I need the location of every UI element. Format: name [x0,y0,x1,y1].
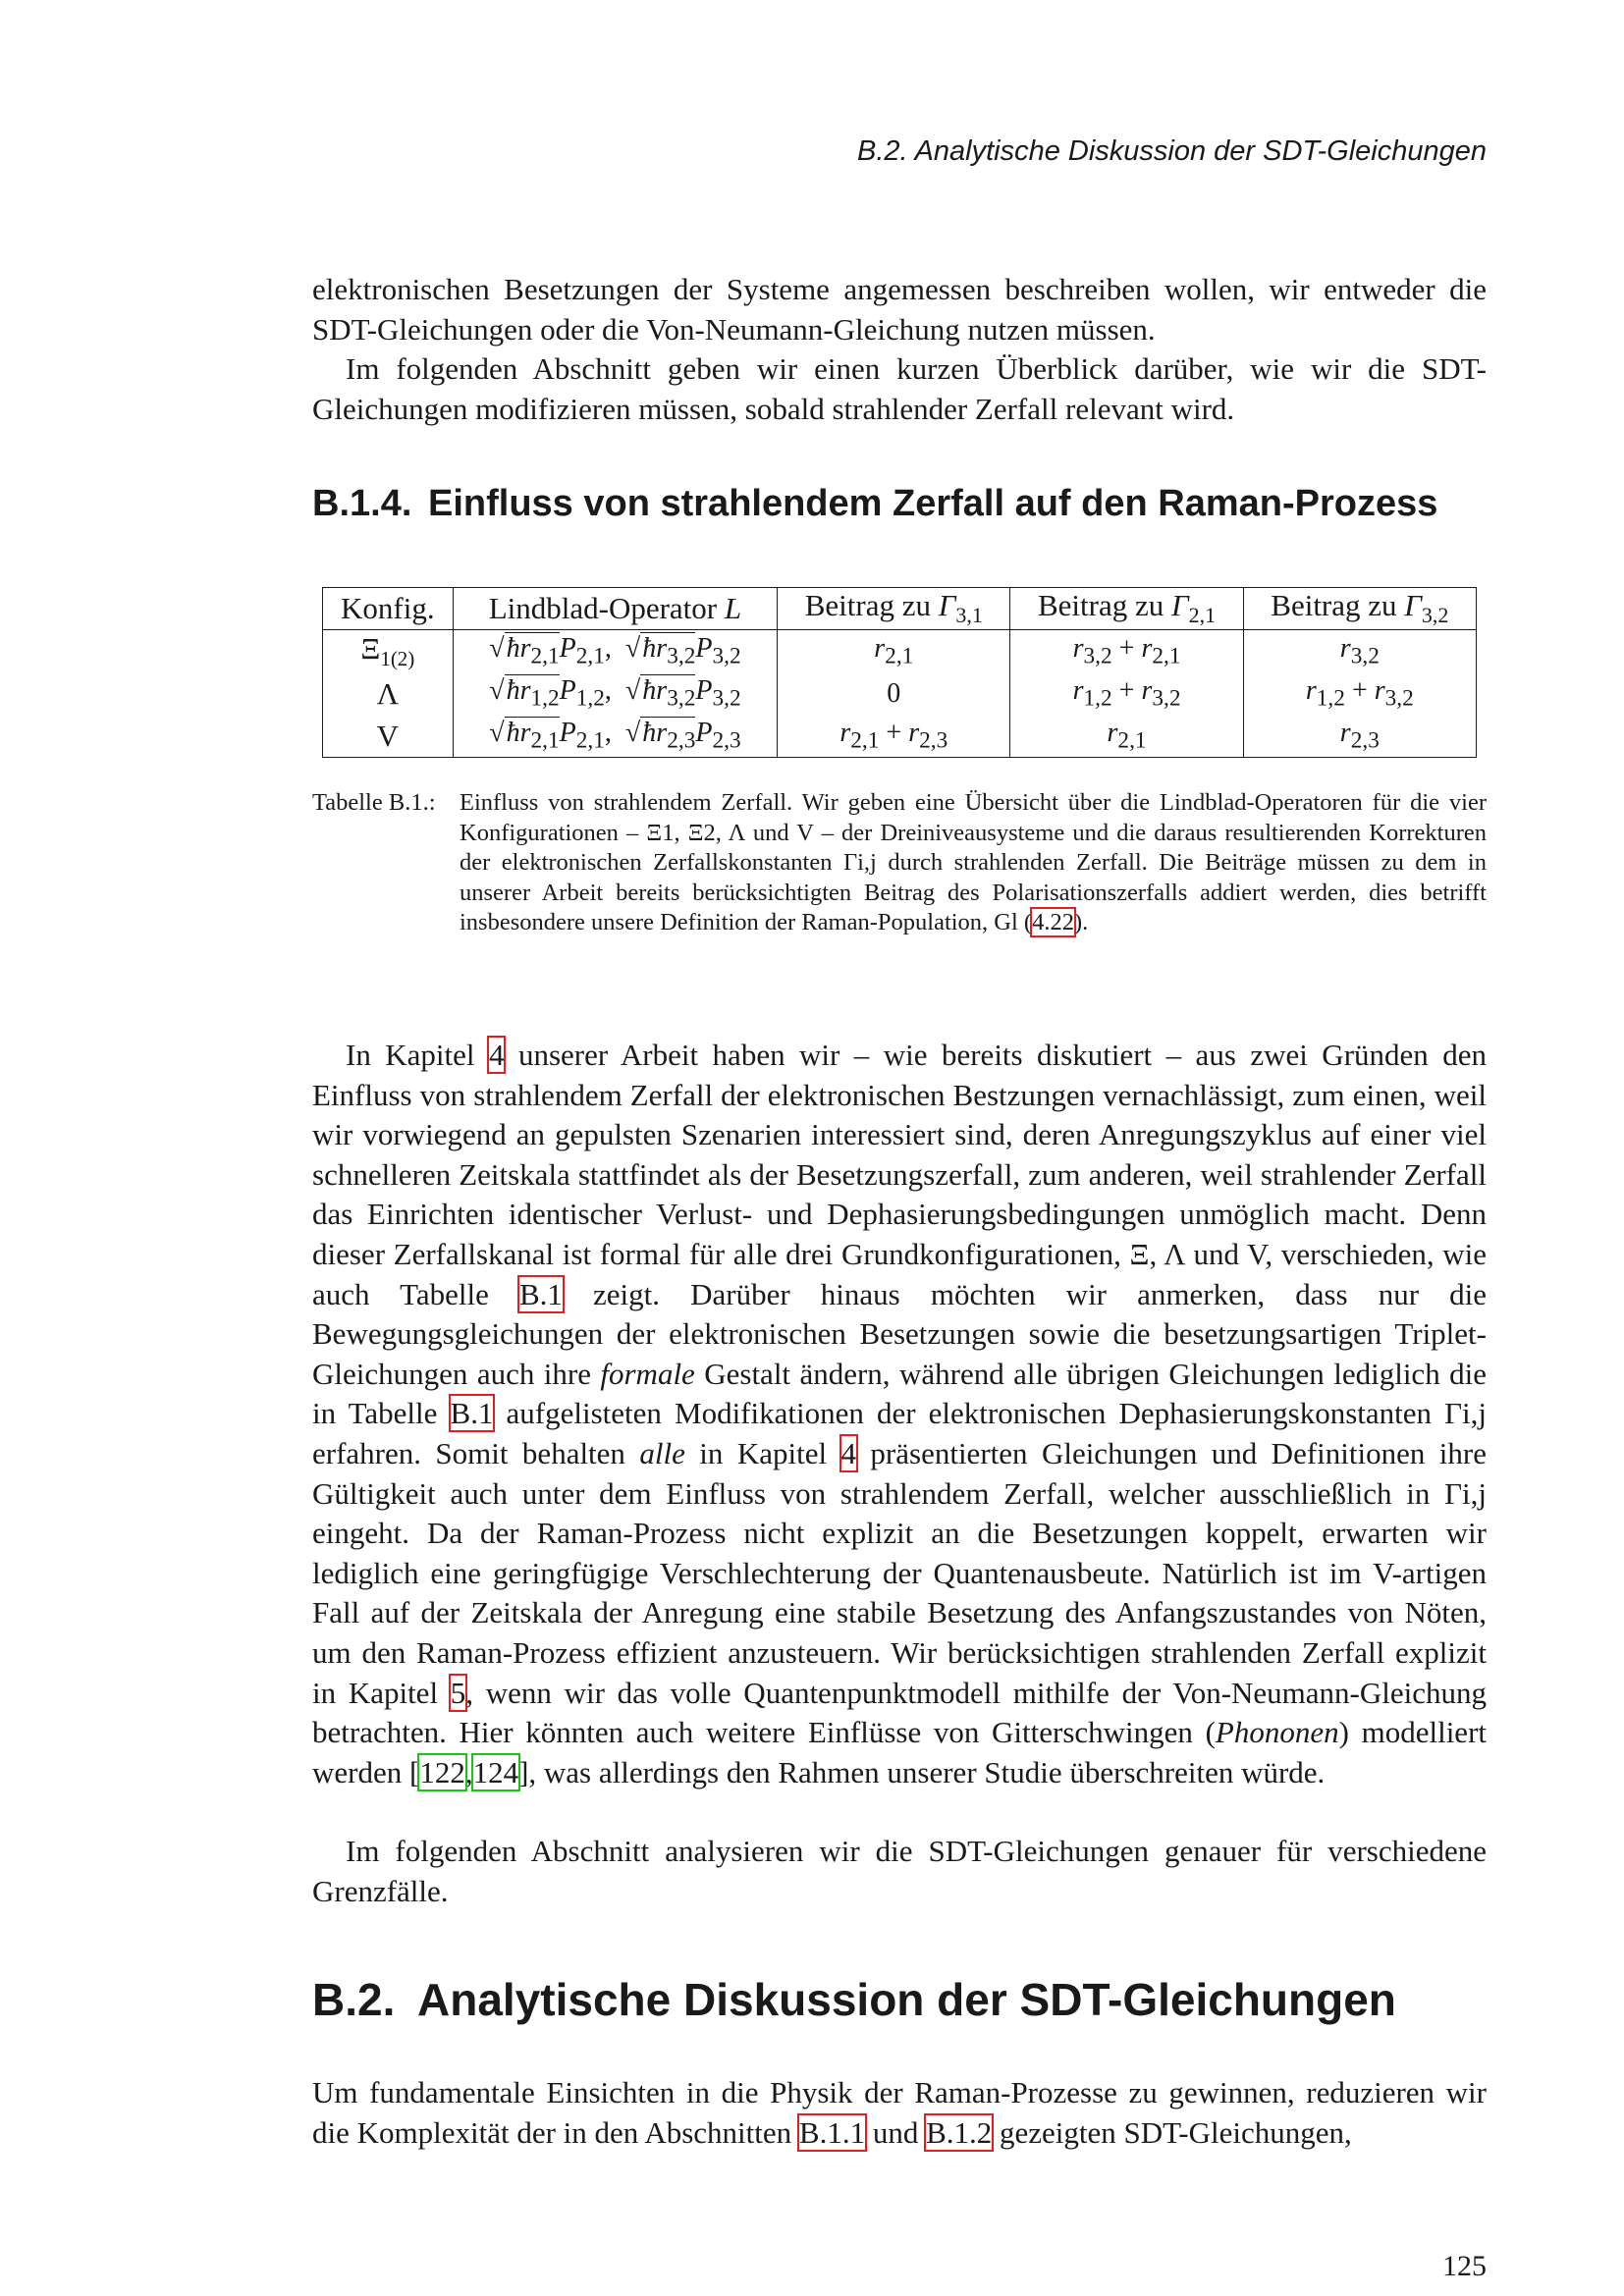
cell-gamma31: 0 [778,672,1010,715]
cell-lindblad: $√ħr_{2,1}P_{2,1}$, $√ħr_{3,2}P_{3,2}$ [453,630,777,673]
caption-label: Tabelle B.1.: [312,789,436,816]
cell-gamma32: $r_{2,3}$ [1243,715,1476,758]
col-header-konfig: Konfig. [323,588,454,630]
caption-text [460,788,1487,938]
table-row [323,672,1477,715]
paragraph-next: Im folgenden Abschnitt analysieren wir die SDT-Gleichungen genauer für verschiedene Grenzfälle. [312,1834,1487,1908]
cell-gamma31: $r_{2,1} + r_{2,3}$ [778,715,1010,758]
citation-link[interactable]: 122 [419,1754,465,1789]
caption-body: Einfluss von strahlendem Zerfall. Wir geben eine Übersicht über die Lindblad-Operatoren für die vier Konfigurationen – Ξ1, Ξ2, Λ und V – der Dreiniveausysteme und die daraus resultierenden Korrekturen der elektronischen Zerfallskonstanten Γi,j durch strahlenden Zerfall. Die Beiträge müssen zu dem in unserer Arbeit bereits berücksichtigten Beitrag des Polarisationszerfalls addiert werden, dies betrifft insbesondere unsere Definition der Raman-Population, Gl ( [460,789,1487,935]
section-number: B.1.4. [312,483,412,524]
cell-konfig: Λ [323,672,454,715]
running-header: B.2. Analytische Diskussion der SDT-Gleichungen [856,135,1487,167]
table-header-row [323,588,1477,630]
cell-gamma21: $r_{1,2} + r_{3,2}$ [1010,672,1243,715]
table-caption [312,788,1487,938]
col-header-gamma31: Beitrag zu $\Gamma_{3,1}$ [778,588,1010,630]
section-ref-link[interactable]: B.1.1 [798,2114,866,2150]
intro-paragraph-2: Im folgenden Abschnitt geben wir einen kurzen Überblick darüber, wie wir die SDT-Gleichungen modifizieren müssen, sobald strahlender Zerfall relevant wird. [312,351,1487,426]
cell-konfig: V [323,715,454,758]
main-paragraph: In Kapitel 4 unserer Arbeit haben wir – wie bereits diskutiert – aus zwei Gründen den Einfluss von strahlendem Zerfall der elektronischen Bestzungen vernachlässigt, zum einen, weil wir vorwiegend an gepulsten Szenarien interessiert sind, deren Anregungszyklus auf einer viel schnelleren Zeitskala stattfindet als der Besetzungszerfall, zum anderen, weil strahlender Zerfall das Einrichten identischer Verlust- und Dephasierungsbedingungen unmöglich macht. Denn dieser Zerfallskanal ist formal für alle drei Grundkonfigurationen, Ξ, Λ und V, verschieden, wie auch Tabelle B.1 zeigt. Darüber hinaus möchten wir anmerken, dass nur die Bewegungsgleichungen der elektronischen Besetzungen sowie die besetzungsartigen Triplet-Gleichungen auch ihre formale Gestalt ändern, während alle übrigen Gleichungen lediglich die in Tabelle B.1 aufgelisteten Modifikationen der elektronischen Dephasierungskonstanten Γi,j erfahren. Somit behalten alle in Kapitel 4 präsentierten Gleichungen und Definitionen ihre Gültigkeit auch unter dem Einfluss von strahlendem Zerfall, welcher ausschließlich in Γi,j eingeht. Da der Raman-Prozess nicht explizit an die Besetzungen koppelt, erwarten wir lediglich eine geringfügige Verschlechterung der Quantenausbeute. Natürlich ist im V-artigen Fall auf der Zeitskala der Anregung eine stabile Besetzung des Anfangszustandes von Nöten, um den Raman-Prozess effizient anzusteuern. Wir berücksichtigen strahlenden Zerfall explizit in Kapitel 5, wenn wir das volle Quantenpunktmodell mithilfe der Von-Neumann-Gleichung betrachten. Hier könnten auch weitere Einflüsse von Gitterschwingen (Phononen) modelliert werden [122,124], was allerdings den Rahmen unserer Studie überschreiten würde. [312,1038,1488,1789]
table-ref-link[interactable]: B.1 [518,1276,563,1311]
section-title: Einfluss von strahlendem Zerfall auf den Raman-Prozess [428,483,1438,524]
cell-lindblad: $√ħr_{2,1}P_{2,1}$, $√ħr_{2,3}P_{2,3}$ [453,715,777,758]
table-row [323,715,1477,758]
table-ref-link[interactable]: B.1 [450,1396,494,1431]
chapter-ref-link[interactable]: 4 [840,1435,856,1470]
caption-tail: ). [1073,909,1089,935]
col-header-gamma21: Beitrag zu $\Gamma_{2,1}$ [1010,588,1243,630]
section-heading-b14 [312,483,1437,525]
cell-konfig: $\Xi_{1(2)}$ [323,630,454,673]
final-paragraph: Um fundamentale Einsichten in die Physik der Raman-Prozesse zu gewinnen, reduzieren wir die Komplexität der in den Abschnitten B.1.1 und B.1.2 gezeigten SDT-Gleichungen, [312,2075,1487,2150]
section-title: Analytische Diskussion der SDT-Gleichungen [417,1974,1396,2025]
col-header-gamma32: Beitrag zu $\Gamma_{3,2}$ [1243,588,1476,630]
col-header-lindblad: Lindblad-Operator L [453,588,777,630]
intro-paragraph-1: elektronischen Besetzungen der Systeme angemessen beschreiben wollen, wir entweder die SDT-Gleichungen oder die Von-Neumann-Gleichung nutzen müssen. [312,272,1487,347]
section-heading-b2 [312,1973,1396,2026]
table-row [323,630,1477,673]
cell-gamma21: $r_{3,2} + r_{2,1}$ [1010,630,1243,673]
cell-gamma21: $r_{2,1}$ [1010,715,1243,758]
chapter-ref-link[interactable]: 5 [450,1675,466,1710]
cell-lindblad: $√ħr_{1,2}P_{1,2}$, $√ħr_{3,2}P_{3,2}$ [453,672,777,715]
section-number: B.2. [312,1974,396,2025]
section-ref-link[interactable]: B.1.2 [926,2114,993,2150]
lindblad-table [322,587,1477,758]
page-number: 125 [1442,2250,1487,2282]
cell-gamma32: $r_{3,2}$ [1243,630,1476,673]
citation-link[interactable]: 124 [472,1754,519,1789]
chapter-ref-link[interactable]: 4 [488,1038,505,1072]
cell-gamma32: $r_{1,2} + r_{3,2}$ [1243,672,1476,715]
cell-gamma31: $r_{2,1}$ [778,630,1010,673]
equation-ref-link[interactable]: 4.22 [1032,909,1074,935]
